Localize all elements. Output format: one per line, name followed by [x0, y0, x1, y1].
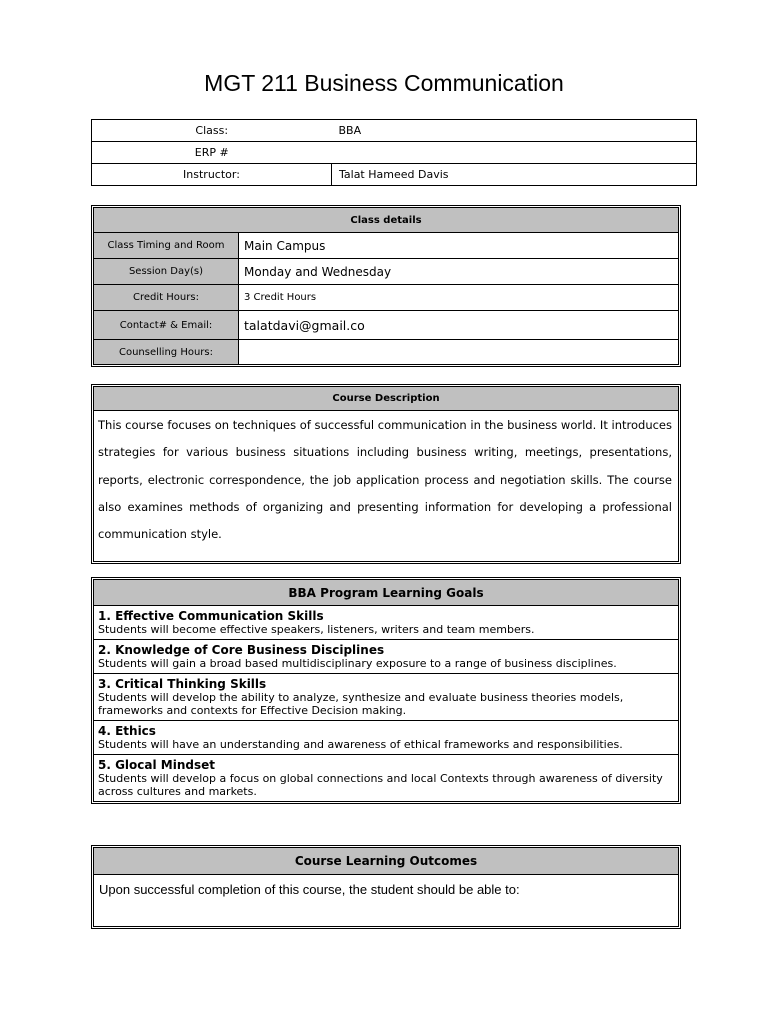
instructor-value: Talat Hameed Davis	[332, 164, 697, 186]
class-label: Class:	[92, 120, 332, 142]
course-info-table	[91, 119, 697, 186]
instructor-row	[92, 164, 697, 186]
credit-hours-label: Credit Hours:	[94, 285, 239, 311]
goal-text: Students will gain a broad based multidisciplinary exposure to a range of business disciplines.	[98, 657, 617, 670]
learning-goal-item	[94, 606, 679, 640]
class-timing-label: Class Timing and Room	[94, 233, 239, 259]
credit-hours-value: 3 Credit Hours	[239, 285, 679, 311]
goal-title: 3. Critical Thinking Skills	[98, 677, 267, 691]
class-details-section	[91, 205, 681, 367]
goal-text: Students will develop a focus on global connections and local Contexts through awareness of diversity across cultures and markets.	[98, 772, 663, 798]
session-days-label: Session Day(s)	[94, 259, 239, 285]
goal-title: 1. Effective Communication Skills	[98, 609, 324, 623]
course-description-section	[91, 384, 681, 564]
learning-goal-item	[94, 640, 679, 674]
session-days-value: Monday and Wednesday	[239, 259, 679, 285]
instructor-label: Instructor:	[92, 164, 332, 186]
document-title: MGT 211 Business Communication	[204, 70, 564, 96]
learning-outcomes-header: Course Learning Outcomes	[94, 848, 679, 875]
class-details-header: Class details	[94, 208, 679, 233]
learning-goal-item	[94, 721, 679, 755]
class-row	[92, 120, 697, 142]
goal-text: Students will develop the ability to analyze, synthesize and evaluate business theories models, frameworks and contexts for Effective Decision making.	[98, 691, 624, 717]
table-row	[94, 285, 679, 311]
goal-title: 4. Ethics	[98, 724, 156, 738]
learning-outcomes-section	[91, 845, 681, 929]
class-value: BBA	[332, 120, 697, 142]
class-timing-value: Main Campus	[239, 233, 679, 259]
goal-text: Students will become effective speakers, listeners, writers and team members.	[98, 623, 535, 636]
learning-goals-section	[91, 577, 681, 804]
erp-value	[332, 142, 697, 164]
learning-goals-header: BBA Program Learning Goals	[94, 580, 679, 606]
table-row	[94, 340, 679, 365]
table-row	[94, 311, 679, 340]
contact-email-value: talatdavi@gmail.co	[239, 311, 679, 340]
contact-email-label: Contact# & Email:	[94, 311, 239, 340]
learning-goal-item	[94, 674, 679, 721]
learning-outcomes-text: Upon successful completion of this course, the student should be able to:	[94, 875, 679, 927]
counselling-hours-value	[239, 340, 679, 365]
table-row	[94, 259, 679, 285]
course-description-header: Course Description	[94, 387, 679, 411]
table-row	[94, 233, 679, 259]
erp-row	[92, 142, 697, 164]
course-description-text: This course focuses on techniques of successful communication in the business world. It introduces strategies for various business situations including business writing, meetings, presentations, reports, electronic correspondence, the job application process and negotiation skills. The course also examines methods of organizing and presenting information for developing a professional communication style.	[94, 411, 679, 562]
goal-title: 5. Glocal Mindset	[98, 758, 215, 772]
erp-label: ERP #	[92, 142, 332, 164]
counselling-hours-label: Counselling Hours:	[94, 340, 239, 365]
goal-text: Students will have an understanding and awareness of ethical frameworks and responsibilities.	[98, 738, 623, 751]
goal-title: 2. Knowledge of Core Business Disciplines	[98, 643, 385, 657]
learning-goal-item	[94, 755, 679, 802]
